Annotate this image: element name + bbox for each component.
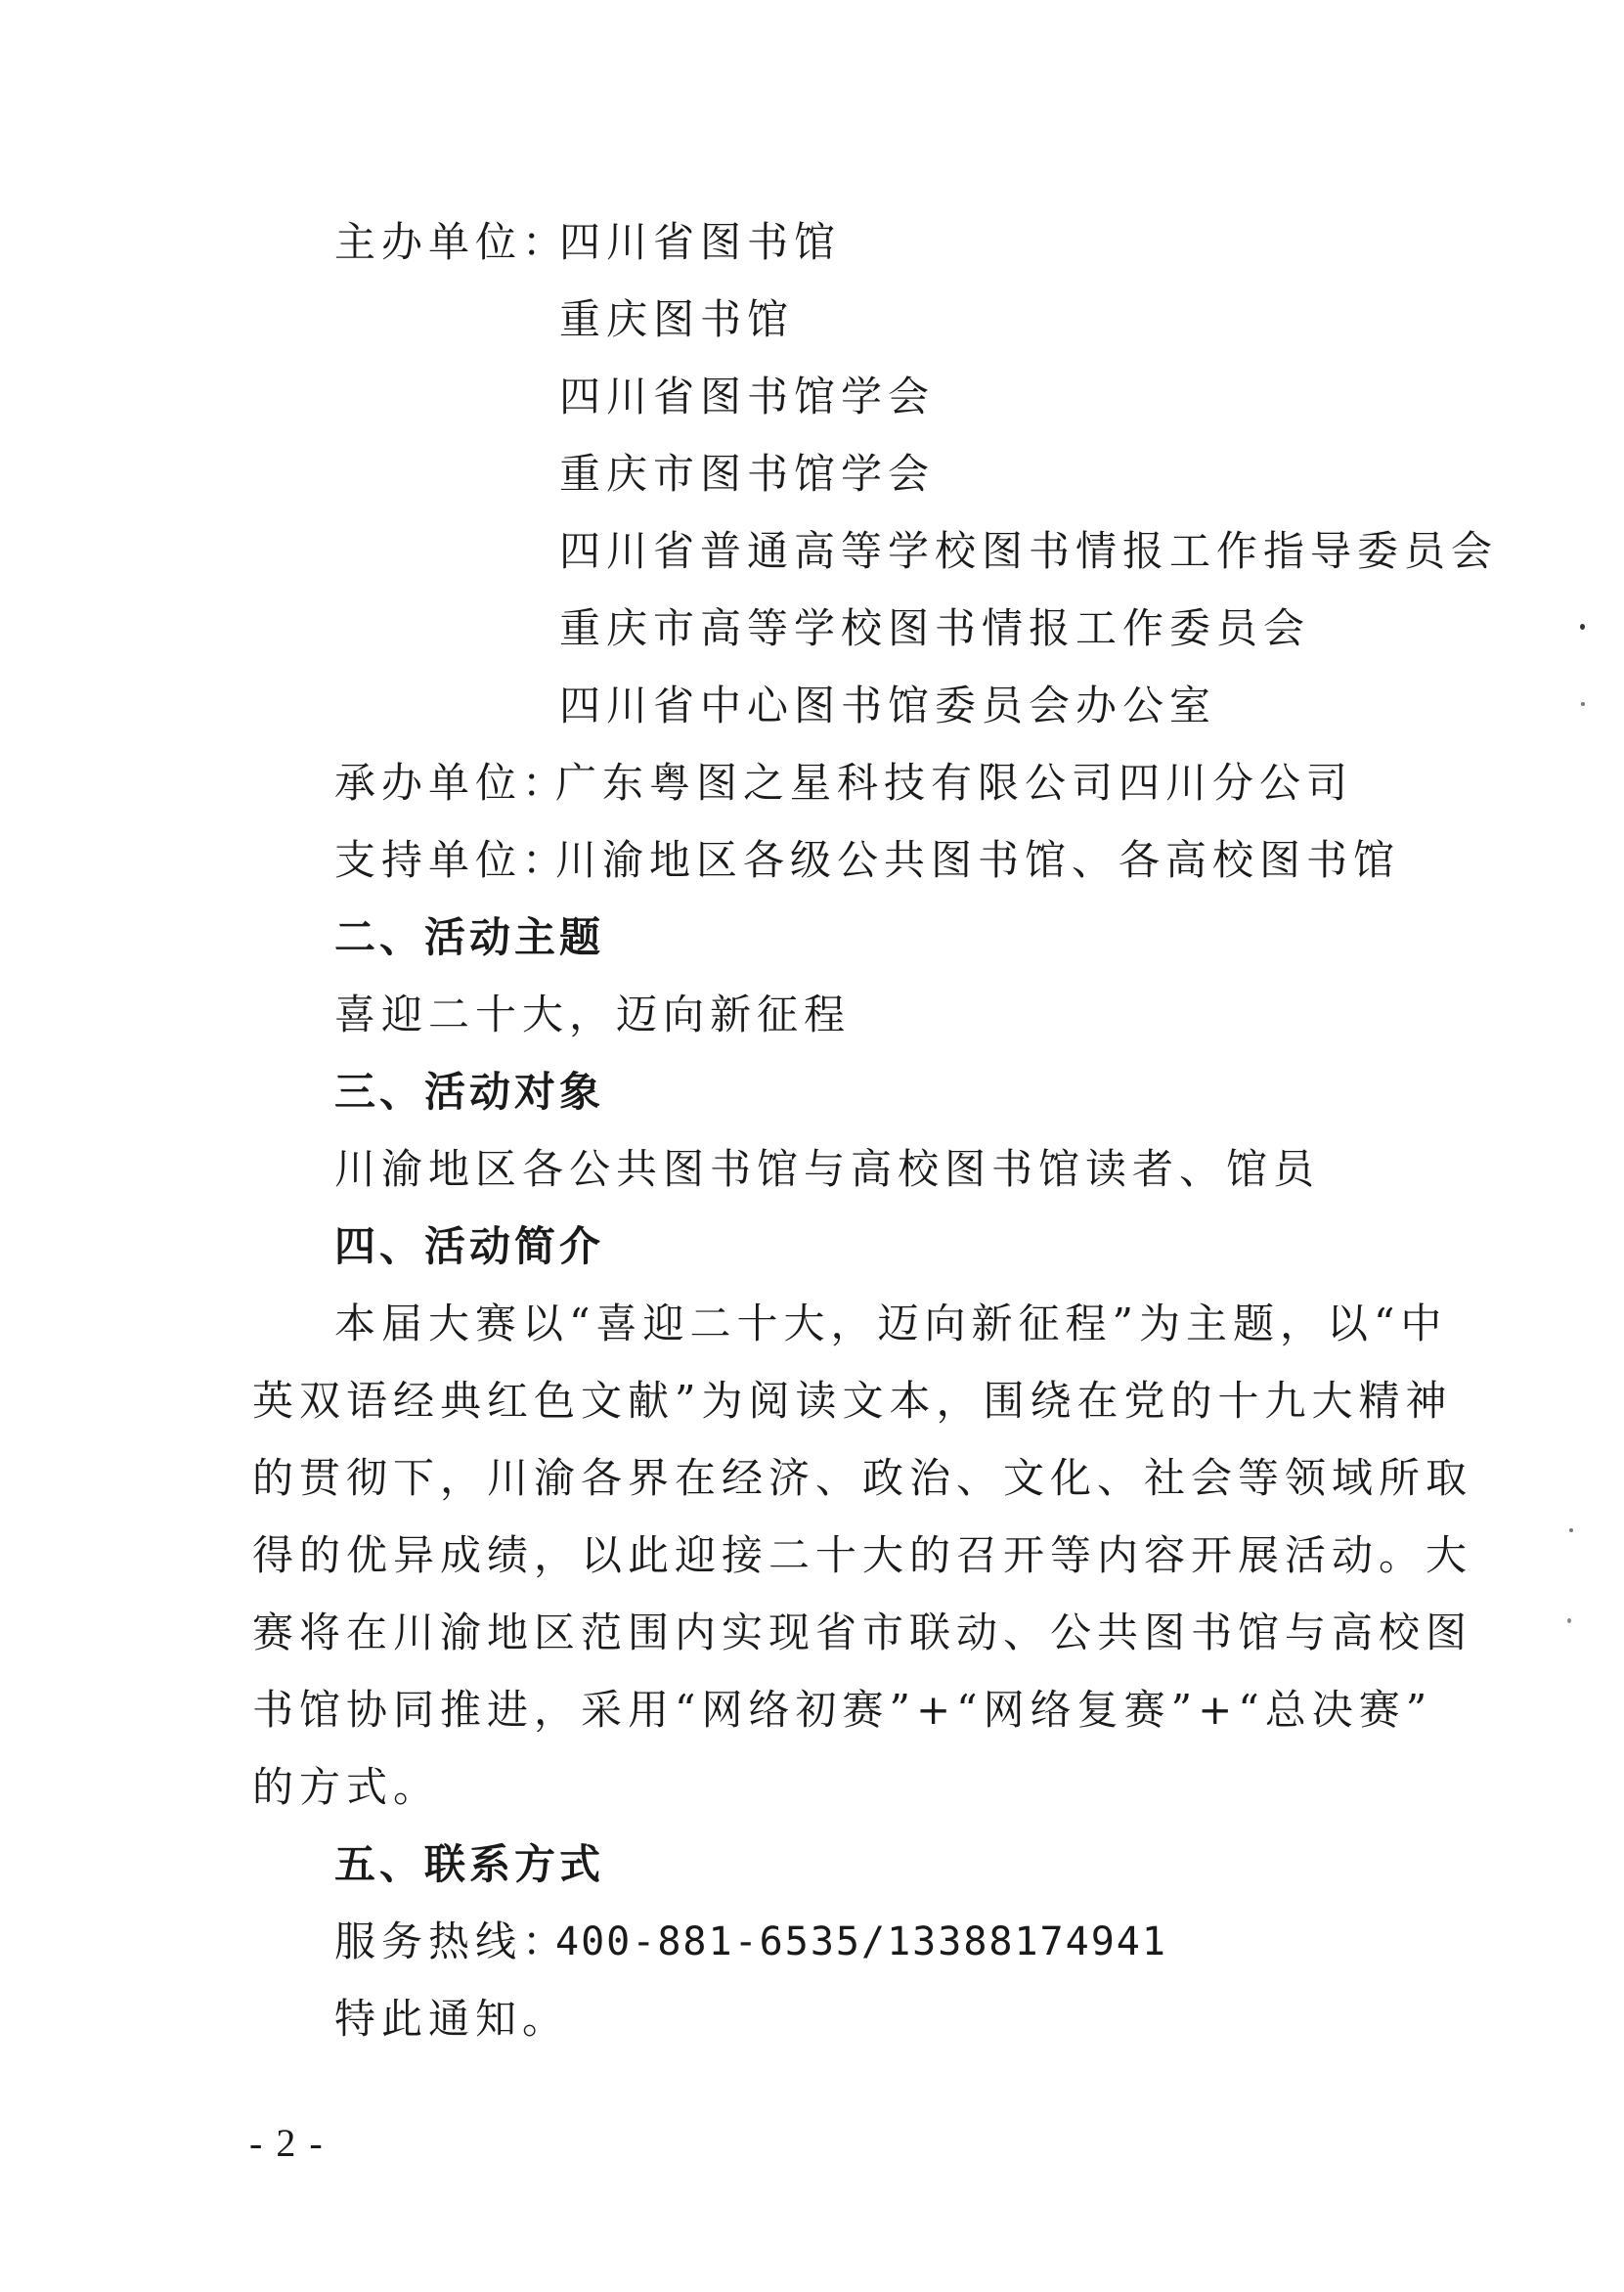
intro-line: 书馆协同推进，采用“网络初赛”+“网络复赛”+“总决赛” <box>252 1686 1433 1734</box>
intro-line: 的方式。 <box>252 1763 441 1811</box>
intro-line: 英双语经典红色文献”为阅读文本，围绕在党的十九大精神 <box>252 1377 1453 1425</box>
supporter-label: 支持单位： <box>334 836 570 884</box>
section-heading-theme: 二、活动主题 <box>334 913 605 961</box>
intro-line: 赛将在川渝地区范围内实现省市联动、公共图书馆与高校图 <box>252 1609 1473 1656</box>
scan-speck <box>1580 624 1585 630</box>
host-item: 四川省普通高等学校图书情报工作指导委员会 <box>559 527 1499 575</box>
intro-line: 的贯彻下，川渝各界在经济、政治、文化、社会等领域所取 <box>252 1454 1473 1502</box>
hotline-value: 400-881-6535/13388174941 <box>555 1919 1167 1964</box>
host-item: 四川省图书馆学会 <box>559 373 936 420</box>
section-heading-contact: 五、联系方式 <box>334 1840 605 1888</box>
scan-speck <box>1581 702 1585 706</box>
closing-text: 特此通知。 <box>334 1995 570 2043</box>
host-item: 四川省中心图书馆委员会办公室 <box>559 682 1217 729</box>
section-heading-audience: 三、活动对象 <box>334 1068 605 1116</box>
host-item: 重庆市高等学校图书情报工作委员会 <box>559 604 1311 652</box>
audience-body: 川渝地区各公共图书馆与高校图书馆读者、馆员 <box>334 1145 1321 1193</box>
host-item: 重庆市图书馆学会 <box>559 450 936 498</box>
host-label: 主办单位： <box>334 218 570 266</box>
host-item: 四川省图书馆 <box>559 218 842 266</box>
hotline-label: 服务热线： <box>334 1917 570 1965</box>
undertaker-value: 广东粤图之星科技有限公司四川分公司 <box>555 759 1354 807</box>
scan-speck <box>1569 1528 1573 1532</box>
undertaker-label: 承办单位： <box>334 759 570 807</box>
scan-speck <box>1567 1618 1571 1623</box>
intro-line: 本届大赛以“喜迎二十大，迈向新征程”为主题，以“中 <box>334 1300 1448 1347</box>
theme-body: 喜迎二十大，迈向新征程 <box>334 991 852 1038</box>
supporter-value: 川渝地区各级公共图书馆、各高校图书馆 <box>555 836 1401 884</box>
intro-line: 得的优异成绩，以此迎接二十大的召开等内容开展活动。大 <box>252 1531 1473 1579</box>
page-number: - 2 - <box>249 2121 325 2165</box>
section-heading-intro: 四、活动简介 <box>334 1222 605 1270</box>
host-item: 重庆图书馆 <box>559 295 795 343</box>
